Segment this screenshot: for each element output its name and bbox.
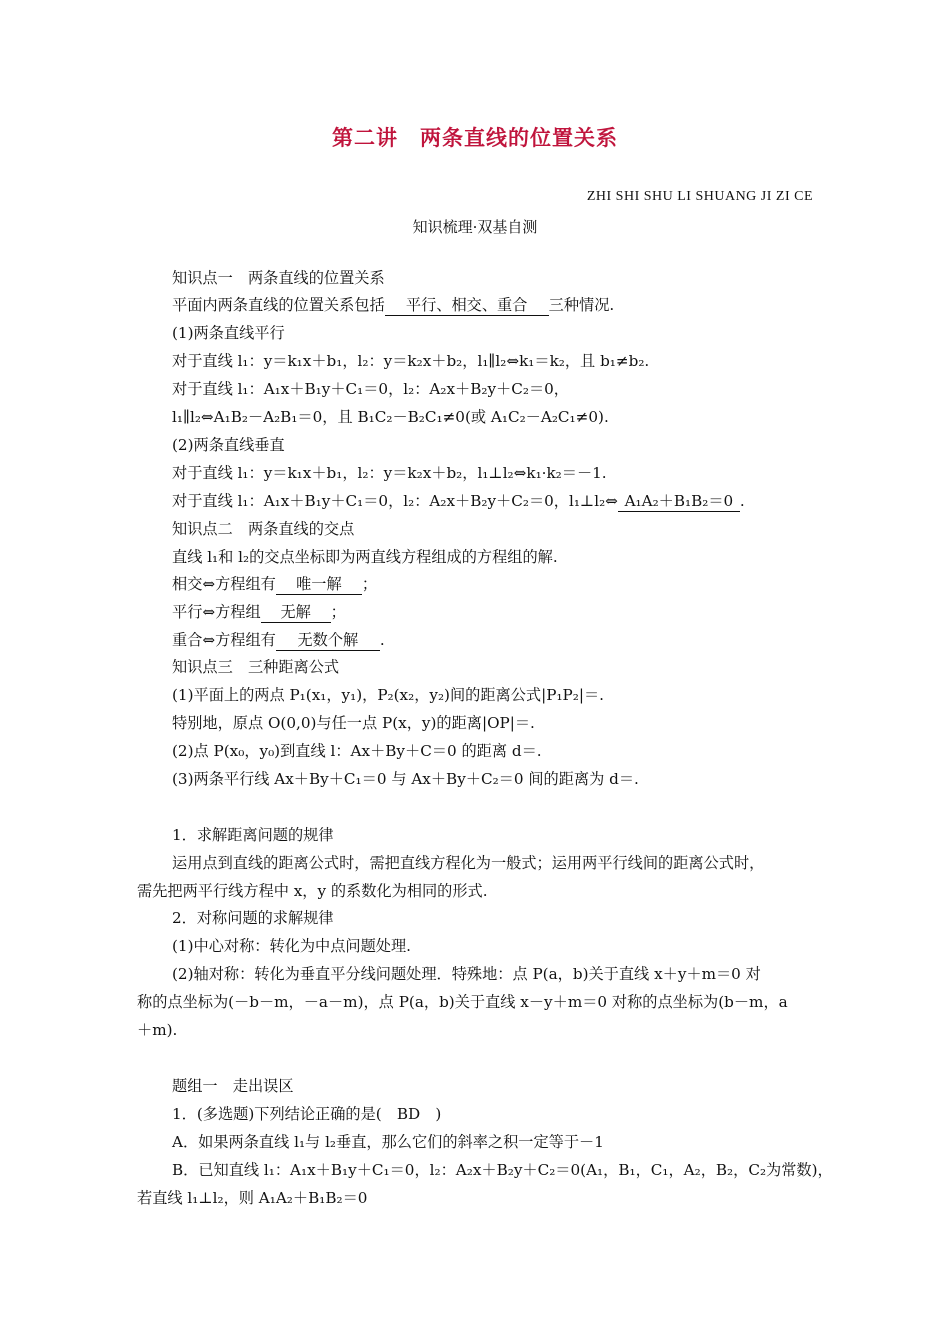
rule2-line-4: ＋m). xyxy=(137,1021,178,1039)
intro-pre: 平面内两条直线的位置关系包括 xyxy=(172,296,385,314)
section1-intro xyxy=(172,295,614,316)
pinyin-heading: ZHI SHI SHU LI SHUANG JI ZI CE xyxy=(586,189,813,204)
section-subheading: 知识梳理·双基自测 xyxy=(412,218,538,236)
fill-blank-answer: 无数个解 xyxy=(276,630,380,651)
parallel-line-2: 对于直线 l₁：A₁x＋B₁y＋C₁＝0，l₂：A₂x＋B₂y＋C₂＝0， xyxy=(172,380,569,398)
coincide-row xyxy=(172,630,385,651)
fill-blank-answer: A₁A₂＋B₁B₂＝0 xyxy=(618,491,740,512)
option-a: A．如果两条直线 l₁与 l₂垂直，那么它们的斜率之积一定等于－1 xyxy=(172,1133,604,1151)
rule2-line-3: 称的点坐标为(－b－m，－a－m)，点 P(a，b)关于直线 x－y＋m＝0 对称的点坐标为(b－m，a xyxy=(137,993,788,1011)
option-b-line-1: B．已知直线 l₁：A₁x＋B₁y＋C₁＝0，l₂：A₂x＋B₂y＋C₂＝0(A₁，B₁，C₁，A₂，B₂，C₂为常数)， xyxy=(172,1161,833,1179)
perpendicular-line-2 xyxy=(172,491,745,512)
intersect-row xyxy=(172,574,377,595)
distance-line-3: (2)点 P(x₀，y₀)到直线 l：Ax＋By＋C＝0 的距离 d＝. xyxy=(172,742,542,760)
distance-line-2: 特别地，原点 O(0,0)与任一点 P(x，y)的距离|OP|＝. xyxy=(172,714,535,732)
distance-line-4: (3)两条平行线 Ax＋By＋C₁＝0 与 Ax＋By＋C₂＝0 间的距离为 d＝. xyxy=(172,770,639,788)
intersection-line: 直线 l₁和 l₂的交点坐标即为两直线方程组成的方程组的解. xyxy=(172,548,558,566)
intro-post: 三种情况. xyxy=(548,296,615,314)
fill-blank-answer: 平行、相交、重合 xyxy=(385,295,549,316)
coincide-pre: 重合⇔方程组有 xyxy=(172,631,276,649)
rule1-body-2: 需先把两平行线方程中 x，y 的系数化为相同的形式. xyxy=(137,882,488,900)
rule2-line-1: (1)中心对称：转化为中点问题处理. xyxy=(172,937,411,955)
parallel-line-3: l₁∥l₂⇔A₁B₂－A₂B₁＝0，且 B₁C₂－B₂C₁≠0(或 A₁C₂－A₂C₁≠0). xyxy=(172,408,609,426)
section1-heading: 知识点一 两条直线的位置关系 xyxy=(172,269,385,287)
parallel-pre: 平行⇔方程组 xyxy=(172,603,261,621)
distance-line-1: (1)平面上的两点 P₁(x₁，y₁)，P₂(x₂，y₂)间的距离公式|P₁P₂|＝. xyxy=(172,686,604,704)
parallel-title: (1)两条直线平行 xyxy=(172,324,285,342)
page-title: 第二讲 两条直线的位置关系 xyxy=(332,126,618,150)
parallel-row xyxy=(172,602,346,623)
option-b-line-2: 若直线 l₁⊥l₂，则 A₁A₂＋B₁B₂＝0 xyxy=(137,1189,368,1207)
intersect-post: ； xyxy=(361,575,378,593)
perpendicular-title: (2)两条直线垂直 xyxy=(172,436,285,454)
question-1: 1．(多选题)下列结论正确的是( BD ) xyxy=(172,1105,442,1123)
coincide-post: . xyxy=(379,631,385,649)
fill-blank-answer: 无解 xyxy=(261,602,331,623)
exercise-group-heading: 题组一 走出误区 xyxy=(172,1077,294,1095)
rule1-title: 1．求解距离问题的规律 xyxy=(172,826,334,844)
rule2-title: 2．对称问题的求解规律 xyxy=(172,909,334,927)
perpendicular-line-1: 对于直线 l₁：y＝k₁x＋b₁，l₂：y＝k₂x＋b₂，l₁⊥l₂⇔k₁·k₂＝－1. xyxy=(172,464,607,482)
section3-heading: 知识点三 三种距离公式 xyxy=(172,658,340,676)
rule2-line-2: (2)轴对称：转化为垂直平分线问题处理．特殊地：点 P(a，b)关于直线 x＋y＋m＝0 对 xyxy=(172,965,761,983)
parallel-line-1: 对于直线 l₁：y＝k₁x＋b₁，l₂：y＝k₂x＋b₂，l₁∥l₂⇔k₁＝k₂，且 b₁≠b₂. xyxy=(172,352,650,370)
fill-blank-answer: 唯一解 xyxy=(276,574,362,595)
perp-pre: 对于直线 l₁：A₁x＋B₁y＋C₁＝0，l₂：A₂x＋B₂y＋C₂＝0，l₁⊥l₂⇔ xyxy=(172,492,618,510)
perp-post: . xyxy=(739,492,745,510)
rule1-body-1: 运用点到直线的距离公式时，需把直线方程化为一般式；运用两平行线间的距离公式时， xyxy=(172,854,765,872)
parallel-post: ； xyxy=(330,603,346,621)
intersect-pre: 相交⇔方程组有 xyxy=(172,575,276,593)
section2-heading: 知识点二 两条直线的交点 xyxy=(172,520,355,538)
